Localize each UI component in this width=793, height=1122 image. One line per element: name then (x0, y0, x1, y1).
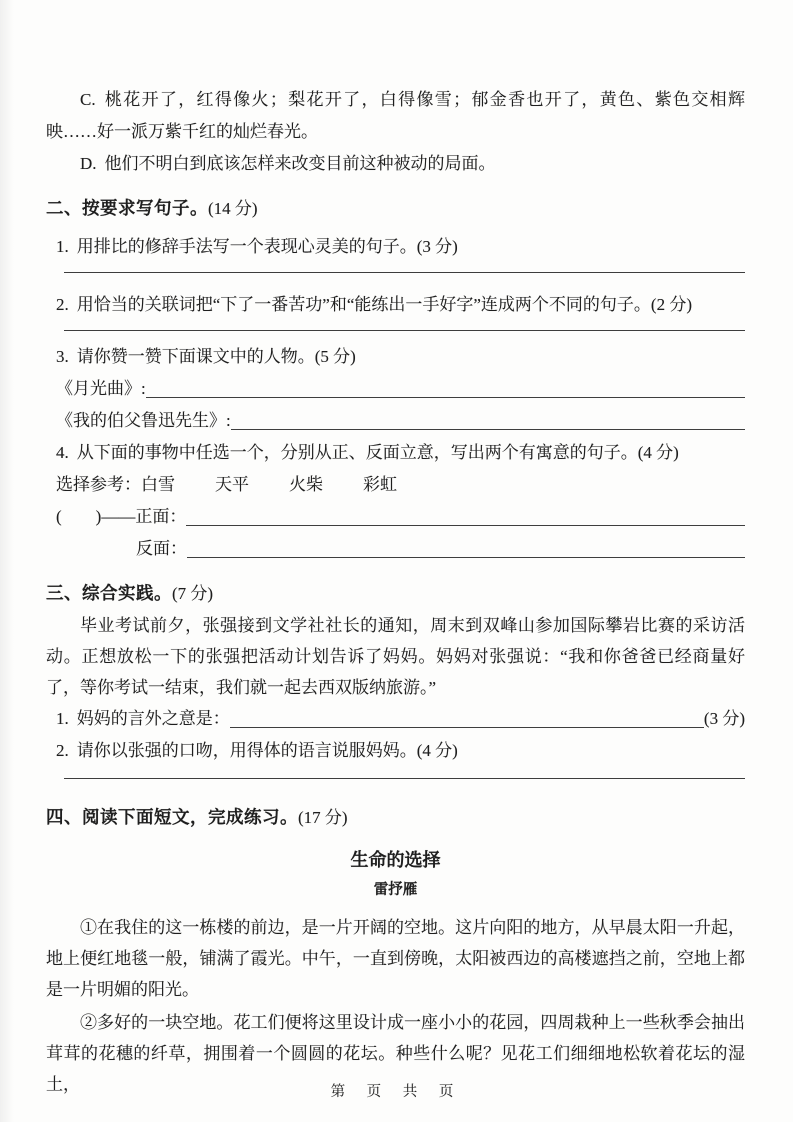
choice-bracket: ( ) (56, 507, 102, 526)
question-3-2-text: 请你以张强的口吻，用得体的语言说服妈妈。(4 分) (76, 741, 458, 760)
reading-passage-title: 生命的选择 (350, 850, 441, 870)
choice-scale: 天平 (215, 475, 249, 494)
reading-paragraph-1: ①在我住的这一栋楼的前边，是一片开阔的空地。这片向阳的地方，从早晨太阳一升起，地上便红地毯一般，铺满了霞光。中午，一直到傍晚，太阳被西边的高楼遮挡之前，空地上都是一片明媚的阳光。 (46, 918, 745, 999)
page-footer: 第 页 共 页 (330, 1084, 463, 1100)
question-2-4-text: 从下面的事物中任选一个，分别从正、反面立意，写出两个有寓意的句子。(4 分) (76, 443, 679, 462)
question-3-1-label: 妈妈的言外之意是： (76, 709, 230, 728)
dash: —— (101, 507, 136, 526)
option-d-label: D. (80, 154, 97, 173)
section-2-heading (46, 192, 745, 225)
choices-label: 选择参考： (56, 475, 141, 494)
answer-blank-line (231, 429, 745, 430)
question-3-1-number: 1. (56, 709, 69, 728)
question-2-2-text: 用恰当的关联词把“下了一番苦功”和“能练出一手好字”连成两个不同的句子。(2 分) (76, 295, 693, 314)
mc-option-c (46, 84, 745, 148)
question-2-4-front-row (56, 501, 745, 533)
section-4-heading (46, 801, 745, 834)
front-side-label: 正面： (135, 507, 187, 526)
option-c-label: C. (80, 90, 96, 109)
reading-passage-author: 雷抒雁 (373, 882, 418, 898)
question-2-4 (56, 437, 745, 469)
question-2-2-number: 2. (56, 295, 69, 314)
question-2-1-number: 1. (56, 237, 69, 256)
question-3-1 (56, 703, 745, 735)
answer-blank-line (64, 263, 745, 273)
option-c-text: 桃花开了，红得像火；梨花开了，白得像雪；郁金香也开了，黄色、紫色交相辉映……好一派万紫千红的灿烂春光。 (46, 90, 745, 141)
choice-match: 火柴 (289, 475, 323, 494)
back-side-label: 反面： (136, 539, 187, 558)
answer-blank-line (64, 767, 745, 779)
answer-blank-line (64, 321, 745, 331)
option-d-text: 他们不明白到底该怎样来改变目前这种被动的局面。 (104, 154, 496, 173)
section-3-passage: 毕业考试前夕，张强接到文学社社长的通知，周末到双峰山参加国际攀岩比赛的采访活动。正想放松一下的张强把活动计划告诉了妈妈。妈妈对张强说：“我和你爸爸已经商量好了，等你考试一结束，我们就一起去西双版纳旅游。” (46, 616, 745, 697)
question-3-2 (56, 735, 745, 767)
section-2-score: (14 分) (208, 199, 258, 218)
section-4-title: 四、阅读下面短文，完成练习。 (46, 807, 298, 827)
section-3-heading (46, 577, 745, 610)
question-2-3-number: 3. (56, 347, 69, 366)
choice-snow: 白雪 (141, 475, 175, 494)
question-2-4-number: 4. (56, 443, 69, 462)
book-title-moonlight-sonata: 《月光曲》: (56, 379, 146, 398)
reading-paragraph-2: ②多好的一块空地。花工们便将这里设计成一座小小的花园，四周栽种上一些秋季会抽出茸茸的花穗的纤草，拥围着一个圆圆的花坛。种些什么呢？见花工们细细地松软着花坛的湿土， (46, 1013, 745, 1094)
section-3-score: (7 分) (172, 584, 214, 603)
answer-blank-line (186, 525, 745, 526)
answer-blank-line (187, 557, 745, 558)
question-2-2 (56, 289, 745, 321)
section-3-title: 三、综合实践。 (46, 583, 172, 603)
section-2-title: 二、按要求写句子。 (46, 198, 208, 218)
question-3-1-score: (3 分) (703, 709, 745, 728)
question-2-3-sub-row-2 (56, 405, 745, 437)
question-2-3 (56, 341, 745, 373)
question-3-2-number: 2. (56, 741, 69, 760)
question-2-4-back-row (136, 533, 745, 565)
question-2-3-sub-row-1 (56, 373, 745, 405)
choice-rainbow: 彩虹 (363, 475, 397, 494)
question-2-1-text: 用排比的修辞手法写一个表现心灵美的句子。(3 分) (76, 237, 458, 256)
mc-option-d (46, 148, 745, 180)
question-2-1 (56, 231, 745, 263)
answer-blank-line (230, 727, 704, 728)
question-2-3-text: 请你赞一赞下面课文中的人物。(5 分) (76, 347, 356, 366)
answer-blank-line (146, 397, 745, 398)
book-title-uncle-luxun: 《我的伯父鲁迅先生》: (56, 411, 231, 430)
section-4-score: (17 分) (298, 808, 348, 827)
question-2-4-choices (56, 469, 745, 501)
